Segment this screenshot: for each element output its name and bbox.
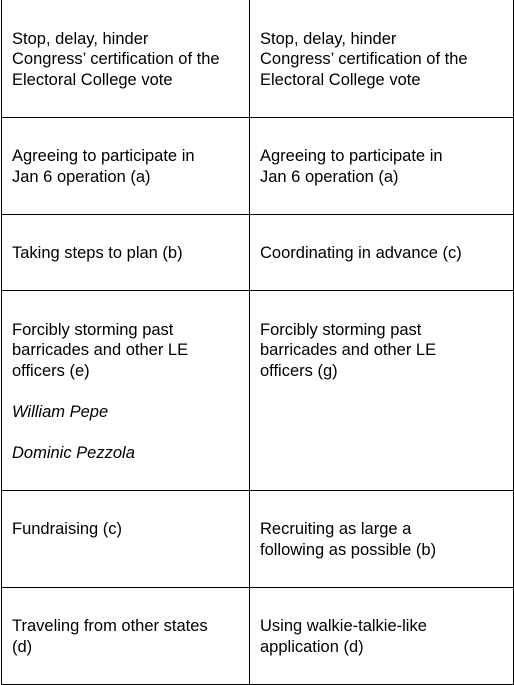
table-cell-left [2,117,250,214]
cell-text: Stop, delay, hinder Congress’ certification of the Electoral College vote [260,29,468,89]
table-cell-left [2,0,250,117]
table-cell-right [250,490,514,587]
table-cell-right [250,214,514,291]
table-row [2,214,514,291]
table-row [2,291,514,491]
cell-text: Traveling from other states (d) [12,617,208,656]
person-name: William Pepe [12,402,109,421]
cell-text: Coordinating in advance (c) [260,244,462,262]
cell-text: Agreeing to participate in Jan 6 operation (a) [12,147,195,186]
cell-text: Using walkie-talkie-like application (d) [260,617,427,656]
cell-text: Agreeing to participate in Jan 6 operation (a) [260,147,443,186]
cell-text: Forcibly storming past barricades and other LE officers (e) [12,320,189,380]
table-cell-left [2,214,250,291]
comparison-table [1,0,514,685]
table-cell-right [250,291,514,491]
cell-text: Stop, delay, hinder Congress’ certification of the Electoral College vote [12,29,220,89]
table-row [2,117,514,214]
table-row [2,0,514,117]
table-row [2,587,514,684]
cell-text: Taking steps to plan (b) [12,244,183,262]
table-cell-right [250,117,514,214]
table-row [2,490,514,587]
cell-text: Recruiting as large a following as possible (b) [260,520,437,559]
cell-text: Forcibly storming past barricades and other LE officers (g) [260,320,437,380]
table-cell-left [2,291,250,491]
person-name: Dominic Pezzola [12,443,135,462]
table-cell-left [2,587,250,684]
table-cell-right [250,0,514,117]
table-cell-left [2,490,250,587]
cell-text: Fundraising (c) [12,520,123,538]
table-cell-right [250,587,514,684]
